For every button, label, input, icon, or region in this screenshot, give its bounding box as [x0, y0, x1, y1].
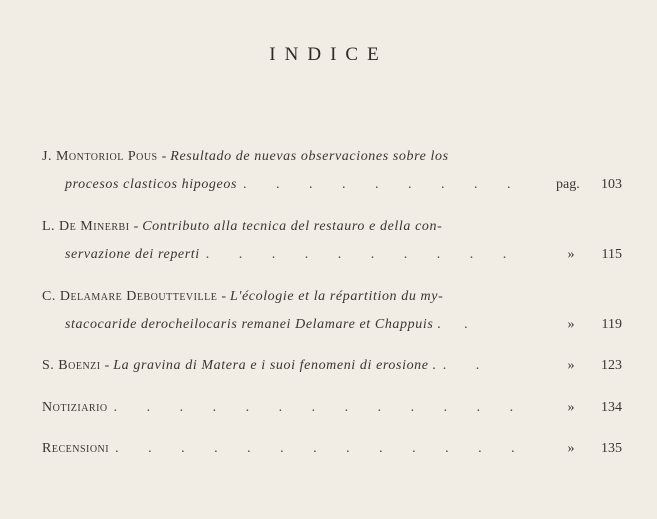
entry-title-continuation: stacocaride derocheilocaris remanei Delamare et Chappuis . [65, 317, 442, 332]
page-number: 119 [601, 317, 622, 332]
page-label: pag. [556, 177, 580, 192]
index-entry [42, 213, 622, 269]
entry-separator: - [161, 149, 167, 164]
ditto-mark: » [567, 317, 575, 332]
page-number: 135 [601, 441, 622, 456]
entry-title: Resultado de nuevas observaciones sobre los [170, 149, 449, 164]
page-title: INDICE [269, 44, 388, 65]
leader-dots: . . . . . . . . . . . . . [113, 400, 527, 415]
entry-separator: - [104, 358, 110, 373]
page-number: 123 [601, 358, 622, 373]
entry-title-continuation: procesos clasticos hipogeos [65, 177, 237, 192]
entry-separator: - [133, 219, 139, 234]
index-entry [42, 143, 622, 199]
entry-author: S. Boenzi [42, 358, 101, 373]
leader-dots: . . . . . . . . . . . . . [115, 441, 528, 456]
entry-author: L. De Minerbi [42, 219, 130, 234]
entry-author: C. Delamare Deboutteville [42, 289, 218, 304]
page-number: 115 [601, 247, 622, 262]
ditto-mark: » [567, 247, 575, 262]
section-title: Notiziario [42, 400, 108, 415]
page-number: 103 [601, 177, 622, 192]
index-entry [42, 283, 622, 339]
ditto-mark: » [567, 358, 575, 373]
entry-title-continuation: servazione dei reperti [65, 247, 200, 262]
leader-dots: . . [442, 358, 493, 373]
section-title: Recensioni [42, 441, 110, 456]
leader-dots: . . . . . . . . . [243, 177, 524, 192]
leader-dots: . [447, 317, 481, 332]
ditto-mark: » [567, 441, 575, 456]
ditto-mark: » [567, 400, 575, 415]
index-entry [42, 352, 622, 380]
entry-title: Contributo alla tecnica del restauro e della con- [142, 219, 443, 234]
entry-author: J. Montoriol Pous [42, 149, 158, 164]
index-entry-recensioni [42, 435, 622, 463]
entry-title: L'écologie et la répartition du my- [229, 289, 444, 304]
index-entry-notiziario [42, 394, 622, 422]
entry-title: La gravina di Matera e i suoi fenomeni di erosione . [113, 358, 437, 373]
page-number: 134 [601, 400, 622, 415]
leader-dots: . . . . . . . . . . [205, 247, 520, 262]
entry-separator: - [221, 289, 226, 304]
